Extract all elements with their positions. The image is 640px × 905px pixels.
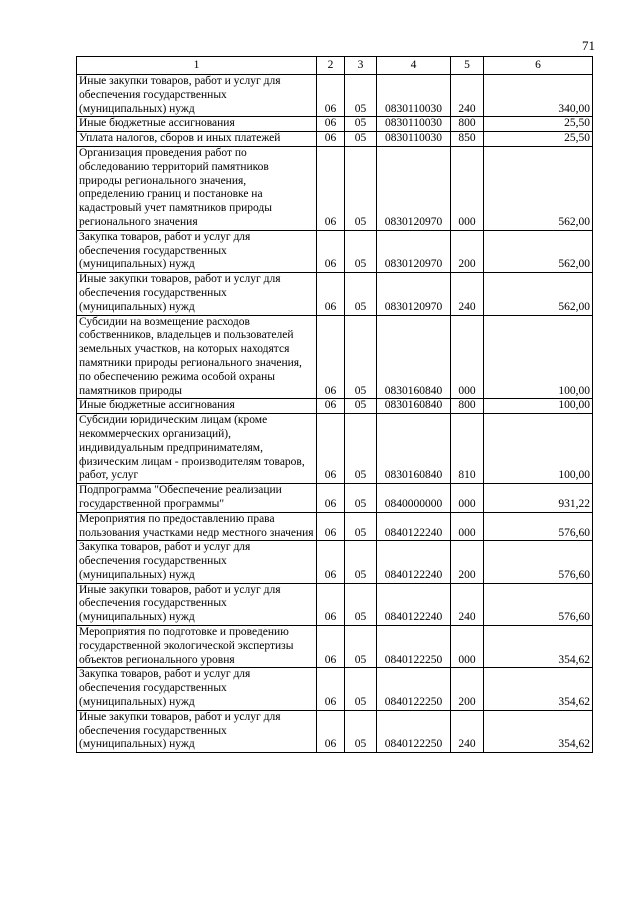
row-section: 06 bbox=[317, 230, 345, 272]
row-name: Мероприятия по предоставлению права пользования участками недр местного значения bbox=[77, 512, 317, 541]
table-row bbox=[77, 541, 593, 583]
row-expense-kind: 000 bbox=[451, 512, 484, 541]
row-target-code: 0840122250 bbox=[377, 710, 451, 752]
row-section: 06 bbox=[317, 710, 345, 752]
row-amount: 576,60 bbox=[484, 583, 593, 625]
row-subsection: 05 bbox=[345, 484, 377, 513]
row-target-code: 0840000000 bbox=[377, 484, 451, 513]
row-section: 06 bbox=[317, 512, 345, 541]
row-amount: 100,00 bbox=[484, 414, 593, 484]
row-amount: 100,00 bbox=[484, 315, 593, 399]
row-name: Закупка товаров, работ и услуг для обеспечения государственных (муниципальных) нужд bbox=[77, 541, 317, 583]
row-target-code: 0840122240 bbox=[377, 583, 451, 625]
row-target-code: 0840122240 bbox=[377, 512, 451, 541]
page-number: 71 bbox=[582, 38, 595, 53]
row-amount: 25,50 bbox=[484, 117, 593, 132]
row-amount: 576,60 bbox=[484, 512, 593, 541]
row-subsection: 05 bbox=[345, 75, 377, 117]
table-row bbox=[77, 315, 593, 399]
column-header-1: 1 bbox=[77, 57, 317, 75]
row-target-code: 0830120970 bbox=[377, 230, 451, 272]
row-section: 06 bbox=[317, 75, 345, 117]
table-row bbox=[77, 146, 593, 230]
row-name: Иные бюджетные ассигнования bbox=[77, 117, 317, 132]
row-expense-kind: 000 bbox=[451, 146, 484, 230]
row-target-code: 0830160840 bbox=[377, 414, 451, 484]
row-target-code: 0840122240 bbox=[377, 541, 451, 583]
row-section: 06 bbox=[317, 117, 345, 132]
row-section: 06 bbox=[317, 626, 345, 668]
row-subsection: 05 bbox=[345, 626, 377, 668]
column-header-6: 6 bbox=[484, 57, 593, 75]
row-expense-kind: 850 bbox=[451, 132, 484, 147]
column-header-4: 4 bbox=[377, 57, 451, 75]
row-expense-kind: 240 bbox=[451, 75, 484, 117]
row-target-code: 0830110030 bbox=[377, 117, 451, 132]
table-row bbox=[77, 414, 593, 484]
row-name: Субсидии юридическим лицам (кроме некоммерческих организаций), индивидуальным предпринимателям, физическим лицам - производителям товаров, работ, услуг bbox=[77, 414, 317, 484]
row-expense-kind: 000 bbox=[451, 484, 484, 513]
row-expense-kind: 800 bbox=[451, 117, 484, 132]
row-expense-kind: 240 bbox=[451, 273, 484, 315]
table-row bbox=[77, 399, 593, 414]
row-amount: 340,00 bbox=[484, 75, 593, 117]
row-section: 06 bbox=[317, 414, 345, 484]
row-section: 06 bbox=[317, 273, 345, 315]
row-name: Иные закупки товаров, работ и услуг для обеспечения государственных (муниципальных) нужд bbox=[77, 273, 317, 315]
row-target-code: 0830160840 bbox=[377, 315, 451, 399]
row-amount: 354,62 bbox=[484, 668, 593, 710]
row-name: Закупка товаров, работ и услуг для обеспечения государственных (муниципальных) нужд bbox=[77, 668, 317, 710]
row-name: Мероприятия по подготовке и проведению государственной экологической экспертизы объектов регионального уровня bbox=[77, 626, 317, 668]
row-amount: 562,00 bbox=[484, 146, 593, 230]
row-subsection: 05 bbox=[345, 146, 377, 230]
column-header-3: 3 bbox=[345, 57, 377, 75]
row-expense-kind: 000 bbox=[451, 315, 484, 399]
row-name: Иные бюджетные ассигнования bbox=[77, 399, 317, 414]
row-amount: 931,22 bbox=[484, 484, 593, 513]
header-row bbox=[77, 57, 593, 75]
row-expense-kind: 000 bbox=[451, 626, 484, 668]
row-subsection: 05 bbox=[345, 132, 377, 147]
row-name: Иные закупки товаров, работ и услуг для обеспечения государственных (муниципальных) нужд bbox=[77, 75, 317, 117]
row-subsection: 05 bbox=[345, 414, 377, 484]
row-expense-kind: 240 bbox=[451, 583, 484, 625]
table-row bbox=[77, 230, 593, 272]
row-subsection: 05 bbox=[345, 399, 377, 414]
row-subsection: 05 bbox=[345, 315, 377, 399]
row-section: 06 bbox=[317, 541, 345, 583]
table-row bbox=[77, 668, 593, 710]
row-section: 06 bbox=[317, 132, 345, 147]
row-section: 06 bbox=[317, 399, 345, 414]
row-amount: 100,00 bbox=[484, 399, 593, 414]
row-amount: 576,60 bbox=[484, 541, 593, 583]
row-name: Иные закупки товаров, работ и услуг для обеспечения государственных (муниципальных) нужд bbox=[77, 583, 317, 625]
row-section: 06 bbox=[317, 484, 345, 513]
row-subsection: 05 bbox=[345, 710, 377, 752]
row-expense-kind: 810 bbox=[451, 414, 484, 484]
row-subsection: 05 bbox=[345, 668, 377, 710]
table-row bbox=[77, 583, 593, 625]
row-expense-kind: 200 bbox=[451, 541, 484, 583]
row-expense-kind: 200 bbox=[451, 668, 484, 710]
row-target-code: 0840122250 bbox=[377, 626, 451, 668]
row-amount: 25,50 bbox=[484, 132, 593, 147]
column-header-2: 2 bbox=[317, 57, 345, 75]
table-row bbox=[77, 484, 593, 513]
table-row bbox=[77, 132, 593, 147]
row-amount: 562,00 bbox=[484, 273, 593, 315]
row-subsection: 05 bbox=[345, 541, 377, 583]
table-row bbox=[77, 117, 593, 132]
table-row bbox=[77, 512, 593, 541]
row-subsection: 05 bbox=[345, 273, 377, 315]
row-amount: 354,62 bbox=[484, 710, 593, 752]
row-expense-kind: 240 bbox=[451, 710, 484, 752]
table-row bbox=[77, 75, 593, 117]
row-name: Организация проведения работ по обследованию территорий памятников природы регионального значения, определению границ и постановке на кадастровый учет памятников природы регионального значения bbox=[77, 146, 317, 230]
row-target-code: 0830160840 bbox=[377, 399, 451, 414]
table-header bbox=[77, 57, 593, 75]
table-body bbox=[77, 75, 593, 753]
budget-table bbox=[76, 56, 593, 753]
row-target-code: 0840122250 bbox=[377, 668, 451, 710]
row-section: 06 bbox=[317, 583, 345, 625]
row-subsection: 05 bbox=[345, 583, 377, 625]
row-target-code: 0830110030 bbox=[377, 132, 451, 147]
row-name: Уплата налогов, сборов и иных платежей bbox=[77, 132, 317, 147]
row-target-code: 0830120970 bbox=[377, 273, 451, 315]
row-target-code: 0830120970 bbox=[377, 146, 451, 230]
row-name: Субсидии на возмещение расходов собственников, владельцев и пользователей земельных участков, на которых находятся памятники природы регионального значения, по обеспечению режима особой охраны памятников природы bbox=[77, 315, 317, 399]
row-subsection: 05 bbox=[345, 230, 377, 272]
row-name: Иные закупки товаров, работ и услуг для обеспечения государственных (муниципальных) нужд bbox=[77, 710, 317, 752]
row-section: 06 bbox=[317, 146, 345, 230]
row-section: 06 bbox=[317, 315, 345, 399]
row-section: 06 bbox=[317, 668, 345, 710]
row-expense-kind: 800 bbox=[451, 399, 484, 414]
row-subsection: 05 bbox=[345, 512, 377, 541]
table-row bbox=[77, 626, 593, 668]
row-target-code: 0830110030 bbox=[377, 75, 451, 117]
row-amount: 562,00 bbox=[484, 230, 593, 272]
table-row bbox=[77, 710, 593, 752]
row-expense-kind: 200 bbox=[451, 230, 484, 272]
row-subsection: 05 bbox=[345, 117, 377, 132]
column-header-5: 5 bbox=[451, 57, 484, 75]
table-row bbox=[77, 273, 593, 315]
row-name: Закупка товаров, работ и услуг для обеспечения государственных (муниципальных) нужд bbox=[77, 230, 317, 272]
row-amount: 354,62 bbox=[484, 626, 593, 668]
row-name: Подпрограмма "Обеспечение реализации государственной программы" bbox=[77, 484, 317, 513]
